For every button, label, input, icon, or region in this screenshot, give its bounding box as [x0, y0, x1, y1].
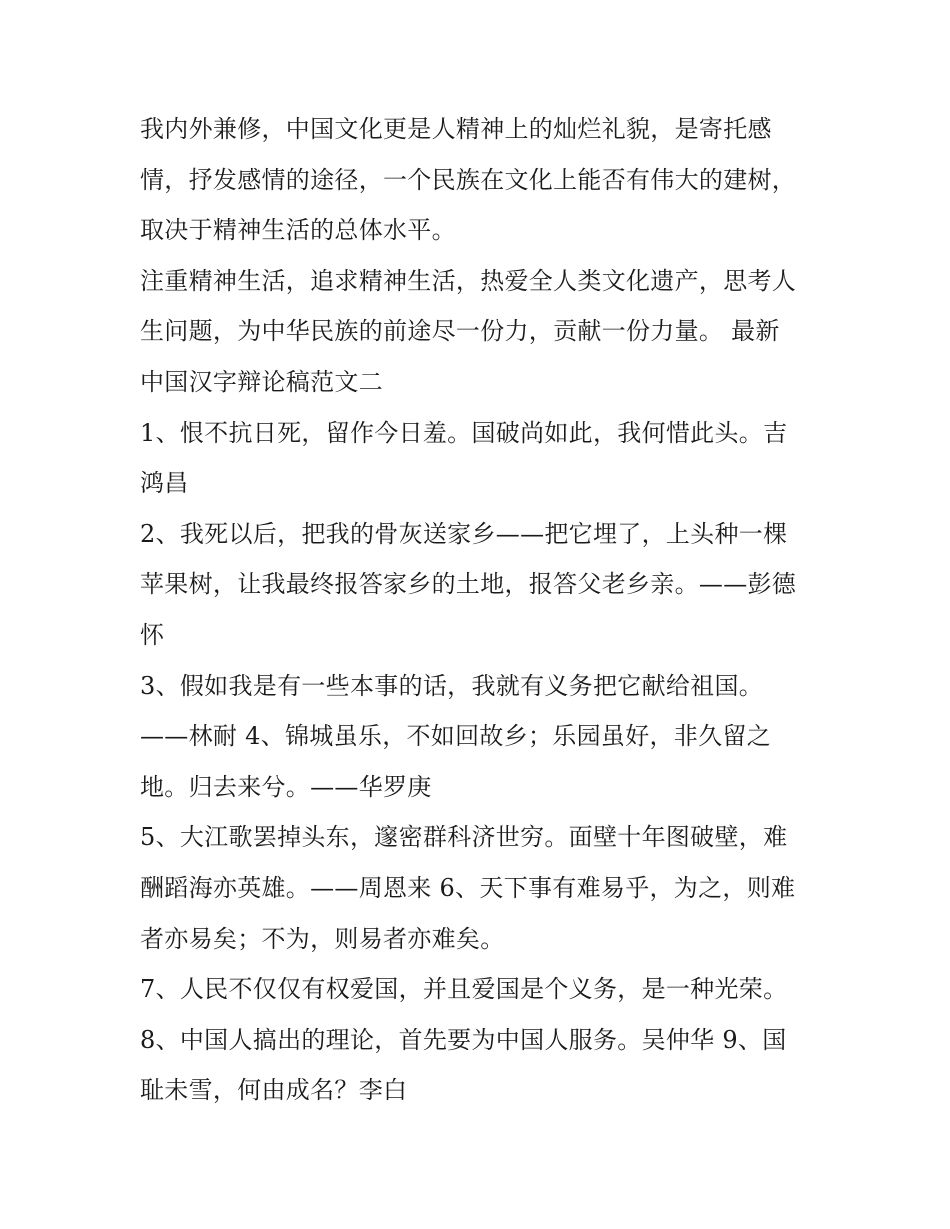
text-line: 苹果树，让我最终报答家乡的土地，报答父老乡亲。——彭德	[140, 570, 797, 599]
text-line: ——林耐 4、锦城虽乐，不如回故乡；乐园虽好，非久留之	[140, 722, 771, 751]
text-line: 耻未雪，何由成名？李白	[140, 1076, 408, 1105]
text-line: 5、大江歌罢掉头东，邃密群科济世穷。面壁十年图破壁，难	[140, 823, 788, 852]
text-line: 地。归去来兮。——华罗庚	[140, 772, 432, 801]
text-line: 鸿昌	[140, 469, 189, 498]
text-line: 7、人民不仅仅有权爱国，并且爱国是个义务，是一种光荣。	[140, 975, 788, 1004]
text-line: 注重精神生活，追求精神生活，热爱全人类文化遗产，思考人	[140, 266, 797, 295]
text-line: 生问题，为中华民族的前途尽一份力，贡献一份力量。 最新	[140, 317, 780, 346]
text-line: 酬蹈海亦英雄。——周恩来 6、天下事有难易乎，为之，则难	[140, 873, 796, 902]
text-line: 3、假如我是有一些本事的话，我就有义务把它献给祖国。	[140, 671, 764, 700]
text-line: 怀	[140, 620, 165, 649]
text-line: 我内外兼修，中国文化更是人精神上的灿烂礼貌，是寄托感	[140, 115, 772, 143]
text-line: 2、我死以后，把我的骨灰送家乡——把它埋了，上头种一棵	[140, 519, 788, 548]
text-line: 8、中国人搞出的理论，首先要为中国人服务。吴仲华 9、国	[140, 1025, 787, 1054]
text-line: 1、恨不抗日死，留作今日羞。国破尚如此，我何惜此头。吉	[140, 418, 788, 447]
text-line: 情，抒发感情的途径，一个民族在文化上能否有伟大的建树，	[140, 165, 797, 194]
document-body	[140, 104, 820, 1116]
text-line: 取决于精神生活的总体水平。	[140, 216, 456, 245]
section-heading: 中国汉字辩论稿范文二	[140, 367, 383, 396]
text-line: 者亦易矣；不为，则易者亦难矣。	[140, 924, 505, 953]
